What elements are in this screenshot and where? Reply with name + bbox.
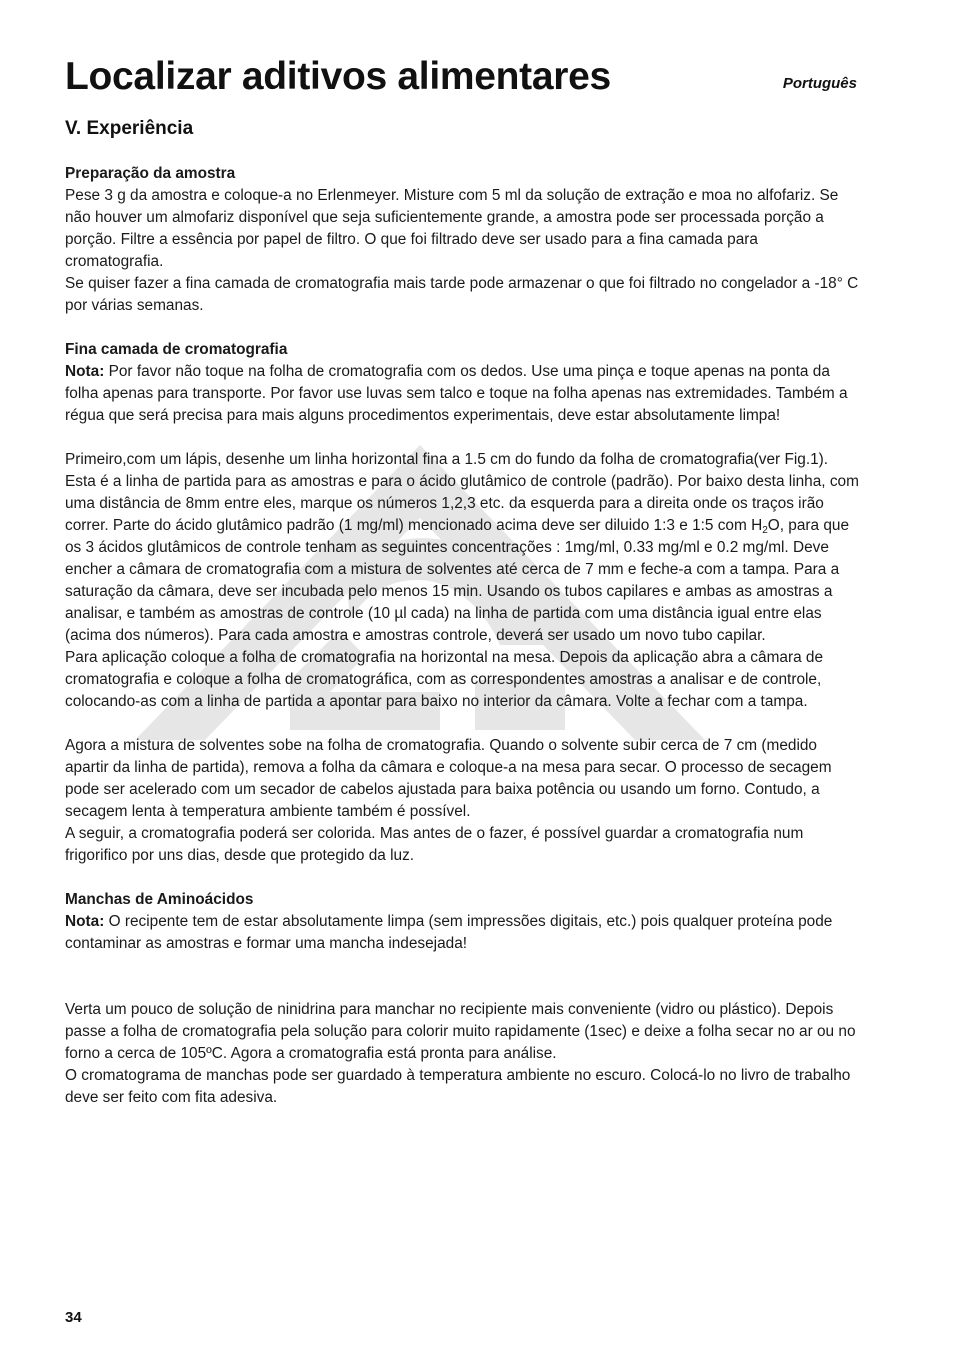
spacer [65,955,860,999]
section-title: V. Experiência [65,118,194,139]
tlc-heading: Fina camada de cromatografia [65,341,288,358]
sample-prep-paragraph: Pese 3 g da amostra e coloque-a no Erlenmeyer. Misture com 5 ml da solução de extração e moa no alfofariz. Se não houver um almofariz disponível que seja suficientemente grande, a amostra pode ser processada porção a porção. Filtre a essência por papel de filtro. O que foi filtrado deve ser usado para a fina camada para cromatografia. [65,187,839,270]
tlc-note [65,361,860,427]
spacer [65,427,860,449]
page-title: Localizar aditivos alimentares [65,55,611,98]
spacer [65,867,860,889]
subscript-2: 2 [762,525,768,536]
document-body [65,163,860,1109]
tlc-procedure-text-b: O, para que os 3 ácidos glutâmicos de controle tenham as seguintes concentrações : 1mg/ml, 0.33 mg/ml e 0.2 mg/ml. Deve encher a câmara de cromatografia com a mistura de solventes até cerca de 7 mm e feche-a com a tampa. Para a saturação da câmara, deve ser incubada pelo menos 15 min. Usando os tubos capilares e ambas as amostras a analisar, e também as amostras de controle (10 µl cada) na linha de partida com uma distância igual entre elas (acima dos números). Para cada amostra e amostras controle, deverá ser usado um novo tubo capilar. [65,517,850,644]
language-label: Português [782,75,857,92]
staining-note [65,911,860,955]
staining-note-text: O recipente tem de estar absolutamente limpa (sem impressões digitais, etc.) pois qualquer proteína pode contaminar as amostras e formar uma mancha indesejada! [65,913,833,952]
staining-storage-paragraph: O cromatograma de manchas pode ser guardado à temperatura ambiente no escuro. Colocá-lo no livro de trabalho deve ser feito com fita adesiva. [65,1067,851,1106]
tlc-solvent-paragraph: Agora a mistura de solventes sobe na folha de cromatografia. Quando o solvente subir cerca de 7 cm (medido apartir da linha de partida), remova a folha da câmara e coloque-a na mesa para secar. O processo de secagem pode ser acelerado com um secador de cabelos ajustada para baixa potência ou usando um forno. Contudo, a secagem lenta à temperatura ambiente também é possível. [65,737,832,820]
staining-heading: Manchas de Aminoácidos [65,891,254,908]
spacer [65,713,860,735]
page-number: 34 [65,1309,82,1326]
spacer [65,317,860,339]
tlc-note-text: Por favor não toque na folha de cromatografia com os dedos. Use uma pinça e toque apenas na ponta da folha apenas para transporte. Por favor use luvas sem talco e toque na folha apenas nas extremidades. Também a régua que será precisa para mais alguns procedimentos experimentais, deve estar absolutamente limpa! [65,363,848,424]
sample-prep-storage-paragraph: Se quiser fazer a fina camada de cromatografia mais tarde pode armazenar o que foi filtrado no congelador a -18° C por várias semanas. [65,275,859,314]
tlc-procedure-paragraph [65,449,860,647]
sample-prep-heading: Preparação da amostra [65,165,236,182]
note-label: Nota: [65,913,105,930]
tlc-storage-paragraph: A seguir, a cromatografia poderá ser colorida. Mas antes de o fazer, é possível guardar a cromatografia num frigorifico por uns dias, desde que protegido da luz. [65,825,804,864]
note-label: Nota: [65,363,105,380]
tlc-application-paragraph: Para aplicação coloque a folha de cromatografia na horizontal na mesa. Depois da aplicação abra a câmara de cromatografia e coloque a folha de cromatográfica, com as correspondentes amostras a analisar e de controle, colocando-as com a linha de partida a apontar para baixo no interior da câmara. Volte a fechar com a tampa. [65,649,824,710]
staining-procedure-paragraph: Verta um pouco de solução de ninidrina para manchar no recipiente mais conveniente (vidro ou plástico). Depois passe a folha de cromatografia pela solução para colorir muito rapidamente (1sec) e deixe a folha secar no ar ou no forno a cerca de 105ºC. Agora a cromatografia está pronta para análise. [65,1001,856,1062]
tlc-procedure-text-a: Primeiro,com um lápis, desenhe um linha horizontal fina a 1.5 cm do fundo da folha de cromatografia(ver Fig.1). Esta é a linha de partida para as amostras e para o ácido glutâmico de controle (padrão). Por baixo desta linha, com uma distância de 8mm entre eles, marque os números 1,2,3 etc. da esquerda para a direita onde os traços irão correr. Parte do ácido glutâmico padrão (1 mg/ml) mencionado acima deve ser diluido 1:3 e 1:5 com H [65,451,859,534]
